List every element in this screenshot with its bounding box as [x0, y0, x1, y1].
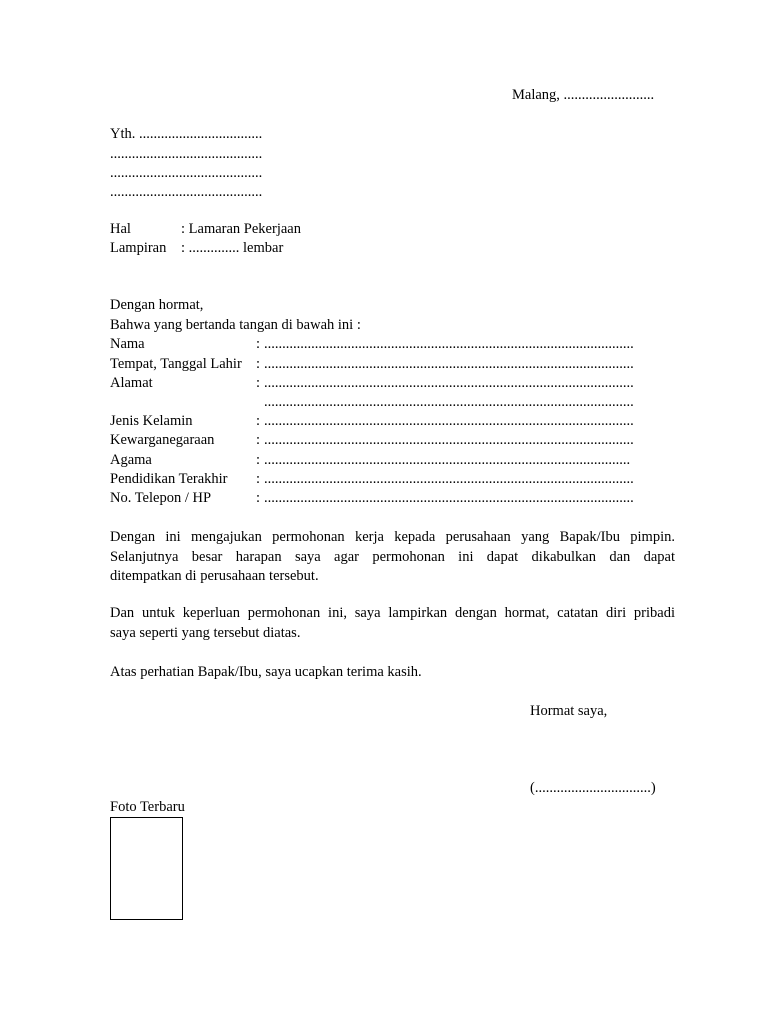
- photo-label: Foto Terbaru: [110, 799, 185, 815]
- signature-line: (................................): [530, 780, 656, 796]
- body-paragraph-1-line-2: Selanjutnya besar harapan saya agar permohonan ini dapat dikabulkan dan dapat: [110, 548, 675, 565]
- field-value-phone: ......................................................................................................: [264, 490, 634, 506]
- subject-value: : Lamaran Pekerjaan: [181, 221, 301, 237]
- field-colon: :: [256, 356, 261, 372]
- field-colon: :: [256, 413, 261, 429]
- body-paragraph-2-line-1: Dan untuk keperluan permohonan ini, saya lampirkan dengan hormat, catatan diri pribadi: [110, 605, 675, 621]
- field-value-citizenship: ......................................................................................................: [264, 432, 634, 448]
- greeting: Dengan hormat,: [110, 297, 204, 313]
- recipient-line-1: Yth. ..................................: [110, 126, 263, 142]
- field-label-gender: Jenis Kelamin: [110, 413, 193, 429]
- field-label-name: Nama: [110, 336, 145, 352]
- intro-text: Bahwa yang bertanda tangan di bawah ini :: [110, 317, 361, 333]
- body-paragraph-3: Atas perhatian Bapak/Ibu, saya ucapkan terima kasih.: [110, 664, 422, 680]
- recipient-line-4: ..........................................: [110, 184, 263, 200]
- body-paragraph-2: [110, 604, 675, 643]
- field-value-gender: ......................................................................................................: [264, 413, 634, 429]
- field-colon: :: [256, 375, 261, 391]
- subject-label: Hal: [110, 221, 131, 237]
- body-paragraph-1-line-3: ditempatkan di perusahaan tersebut.: [110, 568, 319, 584]
- field-value-birth: ......................................................................................................: [264, 356, 634, 372]
- field-label-religion: Agama: [110, 452, 152, 468]
- field-value-address-2: ......................................................................................................: [264, 394, 634, 410]
- field-label-citizenship: Kewarganegaraan: [110, 432, 215, 448]
- field-value-religion: .....................................................................................................: [264, 452, 631, 468]
- photo-placeholder-box: [110, 817, 183, 920]
- place-date: Malang, .........................: [512, 87, 655, 103]
- field-colon: :: [256, 336, 261, 352]
- field-colon: :: [256, 432, 261, 448]
- field-colon: :: [256, 471, 261, 487]
- field-value-name: ......................................................................................................: [264, 336, 634, 352]
- attachment-value: : .............. lembar: [181, 240, 284, 256]
- body-paragraph-2-line-2: saya seperti yang tersebut diatas.: [110, 624, 301, 641]
- closing-regards: Hormat saya,: [530, 703, 608, 719]
- attachment-label: Lampiran: [110, 240, 167, 256]
- field-value-education: ......................................................................................................: [264, 471, 634, 487]
- field-value-address-1: ......................................................................................................: [264, 375, 634, 391]
- field-colon: :: [256, 490, 261, 506]
- recipient-line-3: ..........................................: [110, 165, 263, 181]
- body-paragraph-1: [110, 528, 675, 587]
- field-label-phone: No. Telepon / HP: [110, 490, 212, 506]
- field-colon: :: [256, 452, 261, 468]
- field-label-birth: Tempat, Tanggal Lahir: [110, 356, 242, 372]
- field-label-address: Alamat: [110, 375, 153, 391]
- recipient-line-2: ..........................................: [110, 146, 263, 162]
- body-paragraph-1-line-1: Dengan ini mengajukan permohonan kerja kepada perusahaan yang Bapak/Ibu pimpin.: [110, 529, 675, 545]
- field-label-education: Pendidikan Terakhir: [110, 471, 228, 487]
